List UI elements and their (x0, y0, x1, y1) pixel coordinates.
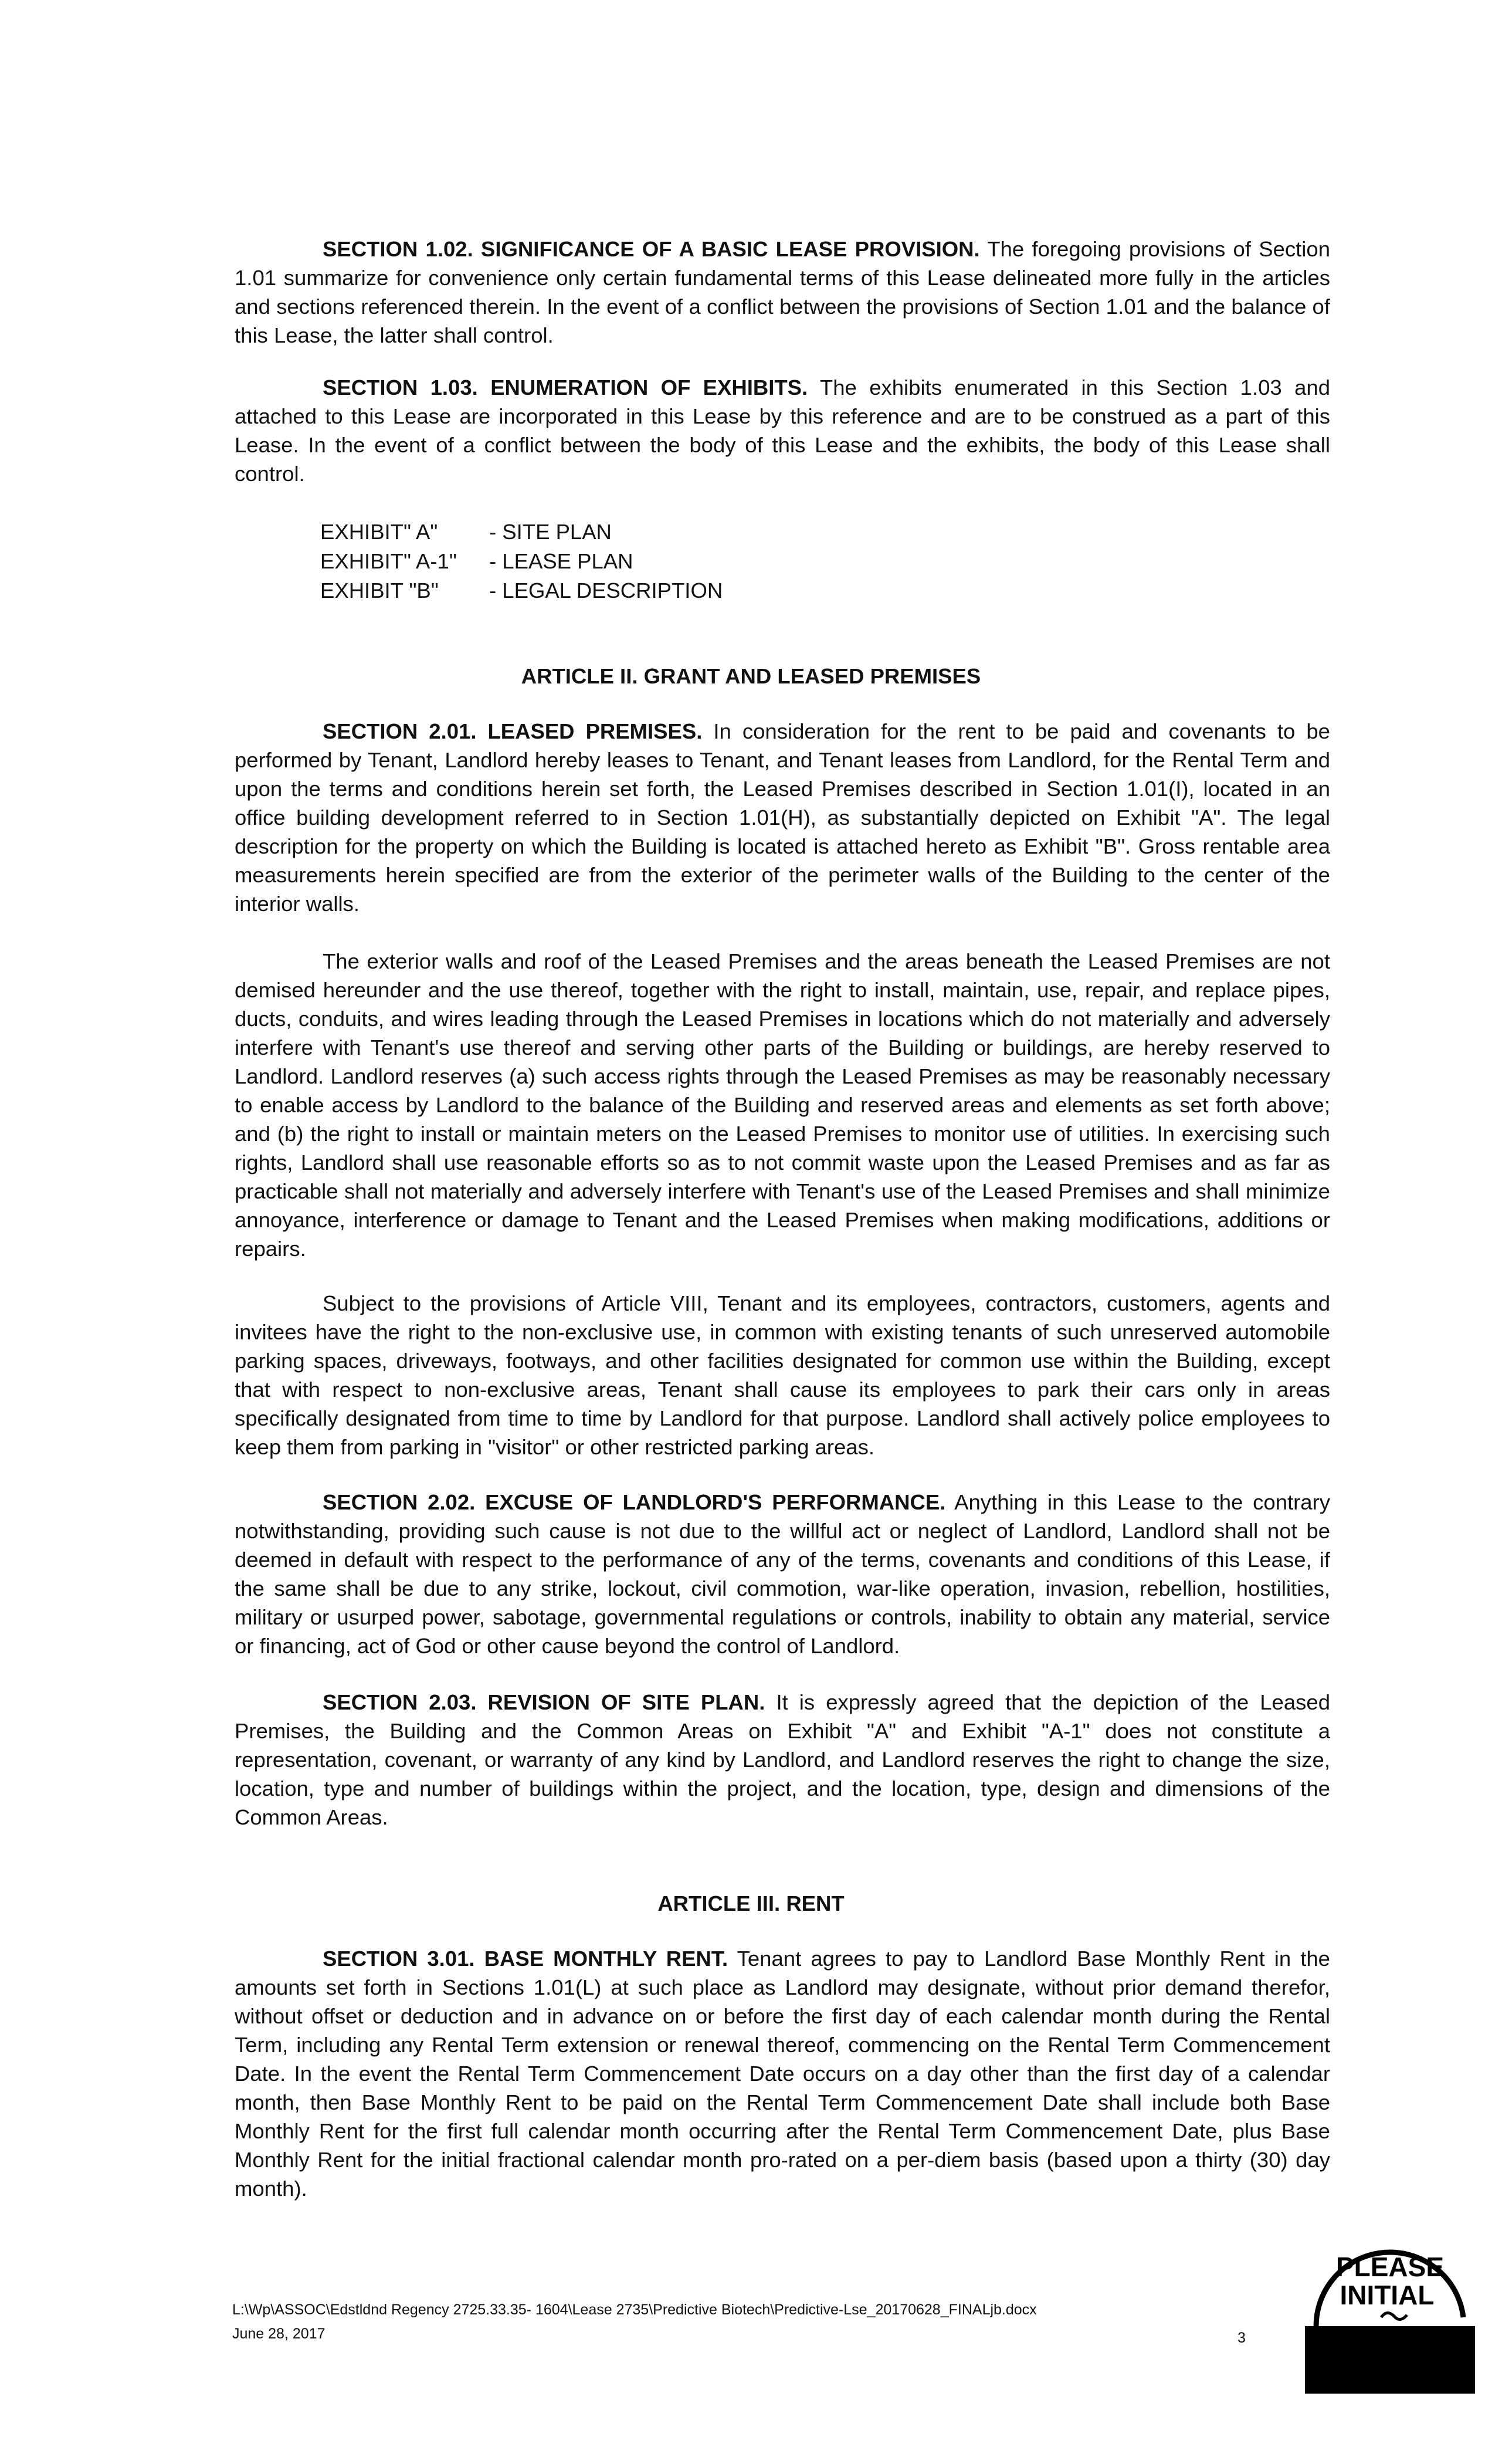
section-2-03 (235, 1688, 1330, 1832)
exhibit-row (320, 517, 723, 547)
section-1-03 (235, 373, 1330, 488)
section-text: In consideration for the rent to be paid and covenants to be performed by Tenant, Landlord hereby leases to Tenant, and Tenant leases from Landlord, for the Rental Term and upon the terms and conditions herein set forth, the Leased Premises described in Section 1.01(I), located in an office building development referred to in Section 1.01(H), as substantially depicted on Exhibit "A". The legal description for the property on which the Building is located is attached hereto as Exhibit "B". Gross rentable area measurements herein specified are from the exterior of the perimeter walls of the Building to the center of the interior walls. (235, 719, 1330, 916)
article-3-heading: ARTICLE III. RENT (657, 1891, 845, 1915)
page-number: 3 (1237, 2330, 1246, 2346)
section-heading: SECTION 2.03. REVISION OF SITE PLAN. (323, 1690, 765, 1714)
section-2-02 (235, 1488, 1330, 1660)
exhibit-description: - SITE PLAN (489, 520, 612, 544)
section-3-01 (235, 1944, 1330, 2203)
paragraph-parking: Subject to the provisions of Article VIII, Tenant and its employees, contractors, customers, agents and invitees have the right to the non-exclusive use, in common with existing tenants of such unreserved automobile parking spaces, driveways, footways, and other facilities designated for common use within the Building, except that with respect to non-exclusive areas, Tenant shall cause its employees to park their cars only in areas specifically designated from time to time by Landlord for that purpose. Landlord shall actively police employees to keep them from parking in "visitor" or other restricted parking areas. (235, 1291, 1330, 1459)
section-text: Tenant agrees to pay to Landlord Base Monthly Rent in the amounts set forth in Sections 1.01(L) at such place as Landlord may designate, without prior demand therefor, without offset or deduction and in advance on or before the first day of each calendar month during the Rental Term, including any Rental Term extension or renewal thereof, commencing on the Rental Term Commencement Date. In the event the Rental Term Commencement Date occurs on a day other than the first day of a calendar month, then Base Monthly Rent to be paid on the Rental Term Commencement Date shall include both Base Monthly Rent for the first full calendar month occurring after the Rental Term Commencement Date, plus Base Monthly Rent for the initial fractional calendar month pro-rated on a per-diem basis (based upon a thirty (30) day month). (235, 1947, 1330, 2201)
exhibit-row (320, 547, 723, 576)
section-heading: SECTION 1.03. ENUMERATION OF EXHIBITS. (323, 375, 808, 400)
exhibit-list (320, 517, 723, 605)
section-1-02 (235, 235, 1330, 350)
section-text: Anything in this Lease to the contrary notwithstanding, providing such cause is not due to the willful act or neglect of Landlord, Landlord shall not be deemed in default with respect to the performance of any of the terms, covenants and conditions of this Lease, if the same shall be due to any strike, lockout, civil commotion, war-like operation, invasion, rebellion, hostilities, military or usurped power, sabotage, governmental regulations or controls, inability to obtain any material, service or financing, act of God or other cause beyond the control of Landlord. (235, 1490, 1330, 1658)
stamp-text-initial: INITIAL (1340, 2280, 1435, 2310)
section-text: The foregoing provisions of Section 1.01 summarize for convenience only certain fundamental terms of this Lease delineated more fully in the articles and sections referenced therein. In the event of a conflict between the provisions of Section 1.01 and the balance of this Lease, the latter shall control. (235, 237, 1331, 347)
footer-date: June 28, 2017 (232, 2326, 326, 2342)
exhibit-label: EXHIBIT" A-1" (320, 549, 457, 573)
redaction-box (1305, 2326, 1475, 2394)
section-heading: SECTION 1.02. SIGNIFICANCE OF A BASIC LEASE PROVISION. (323, 237, 980, 261)
paragraph-exterior-walls: The exterior walls and roof of the Leased Premises and the areas beneath the Leased Premises are not demised hereunder and the use thereof, together with the right to install, maintain, use, repair, and replace pipes, ducts, conduits, and wires leading through the Leased Premises in locations which do not materially and adversely interfere with Tenant's use thereof and serving other parts of the Building or buildings, are hereby reserved to Landlord. Landlord reserves (a) such access rights through the Leased Premises as may be reasonably necessary to enable access by Landlord to the balance of the Building and reserved areas and elements as set forth above; and (b) the right to install or maintain meters on the Leased Premises to monitor use of utilities. In exercising such rights, Landlord shall use reasonable efforts so as to not commit waste upon the Leased Premises and as far as practicable shall not materially and adversely interfere with Tenant's use of the Leased Premises and shall minimize annoyance, interference or damage to Tenant and the Leased Premises when making modifications, additions or repairs. (235, 949, 1330, 1261)
section-heading: SECTION 3.01. BASE MONTHLY RENT. (323, 1947, 728, 1971)
please-initial-stamp (1287, 2218, 1475, 2394)
section-heading: SECTION 2.01. LEASED PREMISES. (323, 719, 703, 743)
exhibit-description: - LEGAL DESCRIPTION (489, 578, 723, 603)
section-text: The exhibits enumerated in this Section 1.03 and attached to this Lease are incorporated in this Lease by this reference and are to be construed as a part of this Lease. In the event of a conflict between the body of this Lease and the exhibits, the body of this Lease shall control. (235, 375, 1331, 486)
exhibit-label: EXHIBIT "B" (320, 578, 439, 603)
exhibit-label: EXHIBIT" A" (320, 520, 438, 544)
section-2-01 (235, 717, 1330, 918)
stamp-initial-mark (1381, 2313, 1407, 2319)
footer-file-path: L:\Wp\ASSOC\Edstldnd Regency 2725.33.35- 1604\Lease 2735\Predictive Biotech\Predictive-Lse_20170628_FINALjb.docx (232, 2301, 1037, 2318)
exhibit-description: - LEASE PLAN (489, 549, 633, 573)
article-2-heading: ARTICLE II. GRANT AND LEASED PREMISES (521, 664, 981, 688)
section-text: It is expressly agreed that the depiction of the Leased Premises, the Building and the Common Areas on Exhibit "A" and Exhibit "A-1" does not constitute a representation, covenant, or warranty of any kind by Landlord, and Landlord reserves the right to change the size, location, type and number of buildings within the project, and the location, type, design and dimensions of the Common Areas. (235, 1690, 1330, 1829)
stamp-text-please: PLEASE (1335, 2252, 1445, 2282)
section-heading: SECTION 2.02. EXCUSE OF LANDLORD'S PERFORMANCE. (323, 1490, 946, 1514)
exhibit-row (320, 576, 723, 605)
